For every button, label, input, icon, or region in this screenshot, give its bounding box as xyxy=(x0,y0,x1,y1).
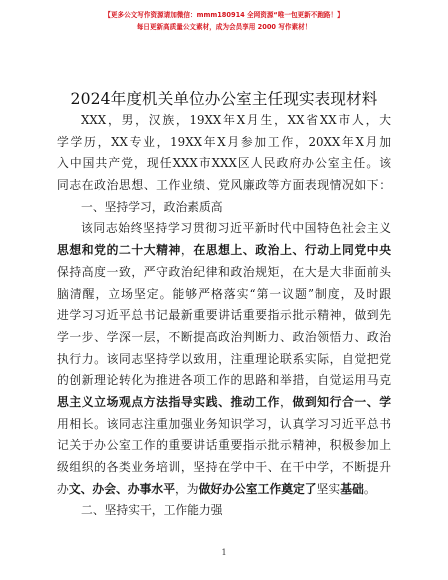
text-segment: 级组织的各类业务培训，坚持在学中干、在干中学，不断提升 xyxy=(57,460,391,474)
text-segment: ， xyxy=(180,243,194,258)
page-number: 1 xyxy=(221,548,227,557)
text-segment: 保持高度一致，严守政治纪律和政治规矩，在大是大非面前头 xyxy=(57,264,391,279)
body-line xyxy=(57,327,391,349)
section-heading xyxy=(57,197,391,219)
text-segment: 同志在政治思想、工作业绩、党风廉政等方面表现情况如下： xyxy=(57,178,391,193)
body-line xyxy=(57,240,391,262)
body-line xyxy=(57,414,391,436)
text-segment: 学一步、学深一层，不断提高政治判断力、政治领悟力、政治 xyxy=(57,329,391,344)
bold-text: 做好办公室工作奠定了 xyxy=(198,481,317,496)
bold-text: 做到知行合一、学 xyxy=(292,394,391,409)
text-segment: 用相长。该同志注重加强业务知识学习，认真学习习近平总书 xyxy=(57,416,391,431)
bold-text: 文、办会、办事水平 xyxy=(68,481,175,496)
body-line xyxy=(57,370,391,392)
text-segment: 一、坚持学习，政治素质高 xyxy=(81,199,223,214)
body-line xyxy=(57,457,391,479)
body-line xyxy=(57,153,391,175)
promo-banner-line-2: 每日更新高质量公文素材，成为会员享用 2000 写作素材！ xyxy=(136,23,312,31)
text-segment: 。 xyxy=(363,481,376,496)
body-line xyxy=(57,284,391,306)
section-heading xyxy=(57,500,391,522)
body-line xyxy=(57,132,391,154)
promo-banner-line-1: 【更多公文写作资源请加微信：mmm180914 全网资源“唯一包更新不跑路！】 xyxy=(104,11,344,19)
bold-text: 基础 xyxy=(340,481,364,496)
text-segment: 办 xyxy=(57,481,69,496)
body-line xyxy=(57,218,391,240)
text-segment: XXX，男，汉族，19XX年X月生，XX省XX市人，大 xyxy=(81,113,391,127)
text-segment: 进学习习近平总书记最新重要讲话重要指示批示精神，做到先 xyxy=(57,308,391,323)
text-segment: 入中国共产党，现任XXX市XXX区人民政府办公室主任。该 xyxy=(57,156,391,171)
body-line xyxy=(57,110,391,132)
text-segment: ，为 xyxy=(175,481,199,496)
body-line xyxy=(57,479,391,501)
text-segment: 坚实 xyxy=(316,481,341,496)
text-segment: 二、坚持实干，工作能力强 xyxy=(81,503,223,518)
text-segment: ， xyxy=(280,394,293,409)
body-line xyxy=(57,392,391,414)
text-segment: 该同志始终坚持学习贯彻习近平新时代中国特色社会主义 xyxy=(81,221,391,236)
body-line xyxy=(57,262,391,284)
document-body xyxy=(57,110,391,522)
body-line xyxy=(57,305,391,327)
text-segment: 的创新理论转化为推进各项工作的思路和举措，自觉运用马克 xyxy=(57,373,391,388)
text-segment: 脑清醒，立场坚定。能够严格落实“第一议题”制度，及时跟 xyxy=(57,286,391,301)
text-segment: 记关于办公室工作的重要讲话重要指示批示精神，积极参加上 xyxy=(57,438,391,453)
body-line xyxy=(57,175,391,197)
body-line xyxy=(57,435,391,457)
body-line xyxy=(57,349,391,371)
text-segment: 执行力。该同志坚持学以致用，注重理论联系实际，自觉把党 xyxy=(57,351,391,366)
bold-text: 思想和党的二十大精神 xyxy=(57,243,181,258)
bold-text: 思主义立场观点方法指导实践、推动工作 xyxy=(57,394,281,409)
bold-text: 在思想上、政治上、行动上同党中央 xyxy=(193,243,391,258)
text-segment: 学学历，XX专业，19XX年X月参加工作，20XX年X月加 xyxy=(57,134,391,149)
document-title: 2024年度机关单位办公室主任现实表现材料 xyxy=(70,90,378,108)
